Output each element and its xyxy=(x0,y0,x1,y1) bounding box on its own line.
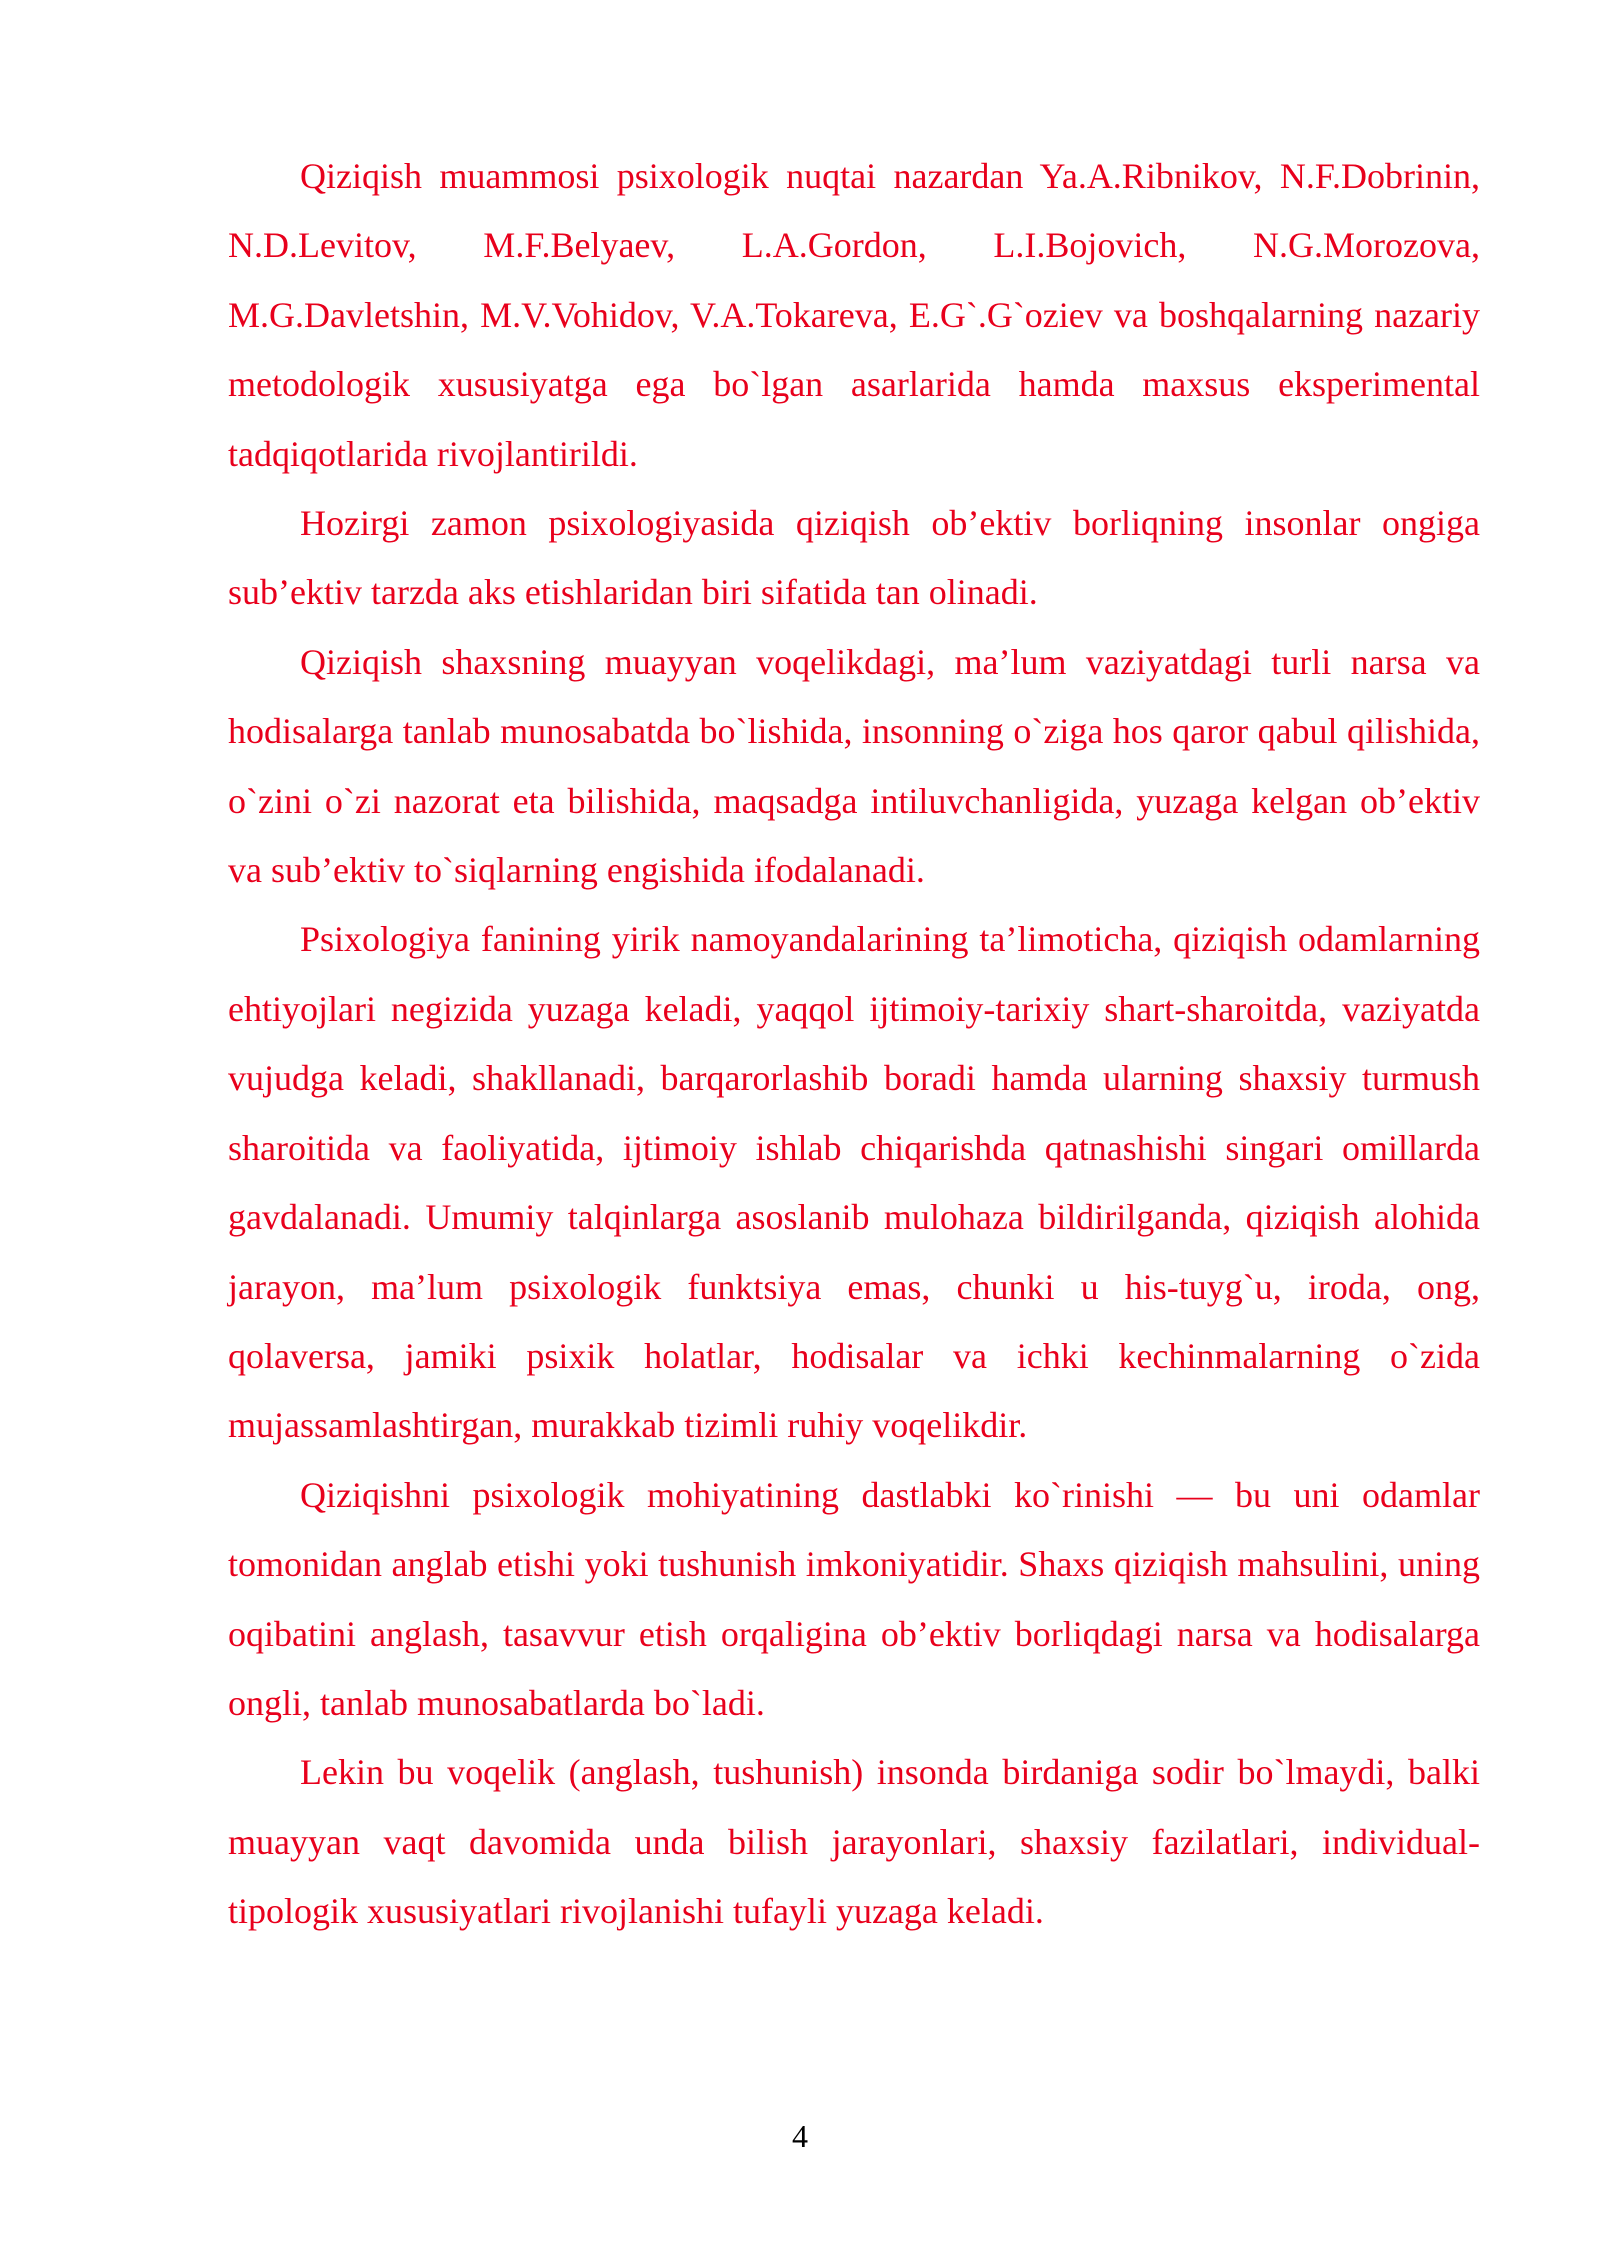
paragraph-2: Hozirgi zamon psixologiyasida qiziqish ob’ektiv borliqning insonlar ongiga sub’ektiv tarzda aks etishlaridan biri sifatida tan olinadi. xyxy=(228,503,1480,613)
paragraph-1: Qiziqish muammosi psixologik nuqtai nazardan Ya.A.Ribnikov, N.F.Dobrinin, N.D.Levitov, M.F.Belyaev, L.A.Gordon, L.I.Bojovich, N.G.Morozova, M.G.Davletshin, M.V.Vohidov, V.A.Tokareva, E.G`.G`oziev va boshqalarning nazariy metodologik xususiyatga ega bo`lgan asarlarida hamda maxsus eksperimental tadqiqotlarida rivojlantirildi. xyxy=(228,156,1480,474)
page-number: 4 xyxy=(792,2118,808,2154)
paragraph-4: Psixologiya fanining yirik namoyandalarining ta’limoticha, qiziqish odamlarning ehtiyojlari negizida yuzaga keladi, yaqqol ijtimoiy-tarixiy shart-sharoitda, vaziyatda vujudga keladi, shakllanadi, barqarorlashib boradi hamda ularning shaxsiy turmush sharoitida va faoliyatida, ijtimoiy ishlab chiqarishda qatnashishi singari omillarda gavdalanadi. Umumiy talqinlarga asoslanib mulohaza bildirilganda, qiziqish alohida jarayon, ma’lum psixologik funktsiya emas, chunki u his-tuyg`u, iroda, ong, qolaversa, jamiki psixik holatlar, hodisalar va ichki kechinmalarning o`zida mujassamlashtirgan, murakkab tizimli ruhiy voqelikdir. xyxy=(228,919,1480,1446)
paragraph-6: Lekin bu voqelik (anglash, tushunish) insonda birdaniga sodir bo`lmaydi, balki muayyan vaqt davomida unda bilish jarayonlari, shaxsiy fazilatlari, individual-tipologik xususiyatlari rivojlanishi tufayli yuzaga keladi. xyxy=(228,1752,1480,1932)
paragraph-5: Qiziqishni psixologik mohiyatining dastlabki ko`rinishi — bu uni odamlar tomonidan anglab etishi yoki tushunish imkoniyatidir. Shaxs qiziqish mahsulini, uning oqibatini anglash, tasavvur etish orqaligina ob’ektiv borliqdagi narsa va hodisalarga ongli, tanlab munosabatlarda bo`ladi. xyxy=(228,1474,1480,1723)
page-body xyxy=(228,142,1480,1947)
paragraph-3: Qiziqish shaxsning muayyan voqelikdagi, ma’lum vaziyatdagi turli narsa va hodisalarga tanlab munosabatda bo`lishida, insonning o`ziga hos qaror qabul qilishida, o`zini o`zi nazorat eta bilishida, maqsadga intiluvchanligida, yuzaga kelgan ob’ektiv va sub’ektiv to`siqlarning engishida ifodalanadi. xyxy=(228,641,1480,891)
